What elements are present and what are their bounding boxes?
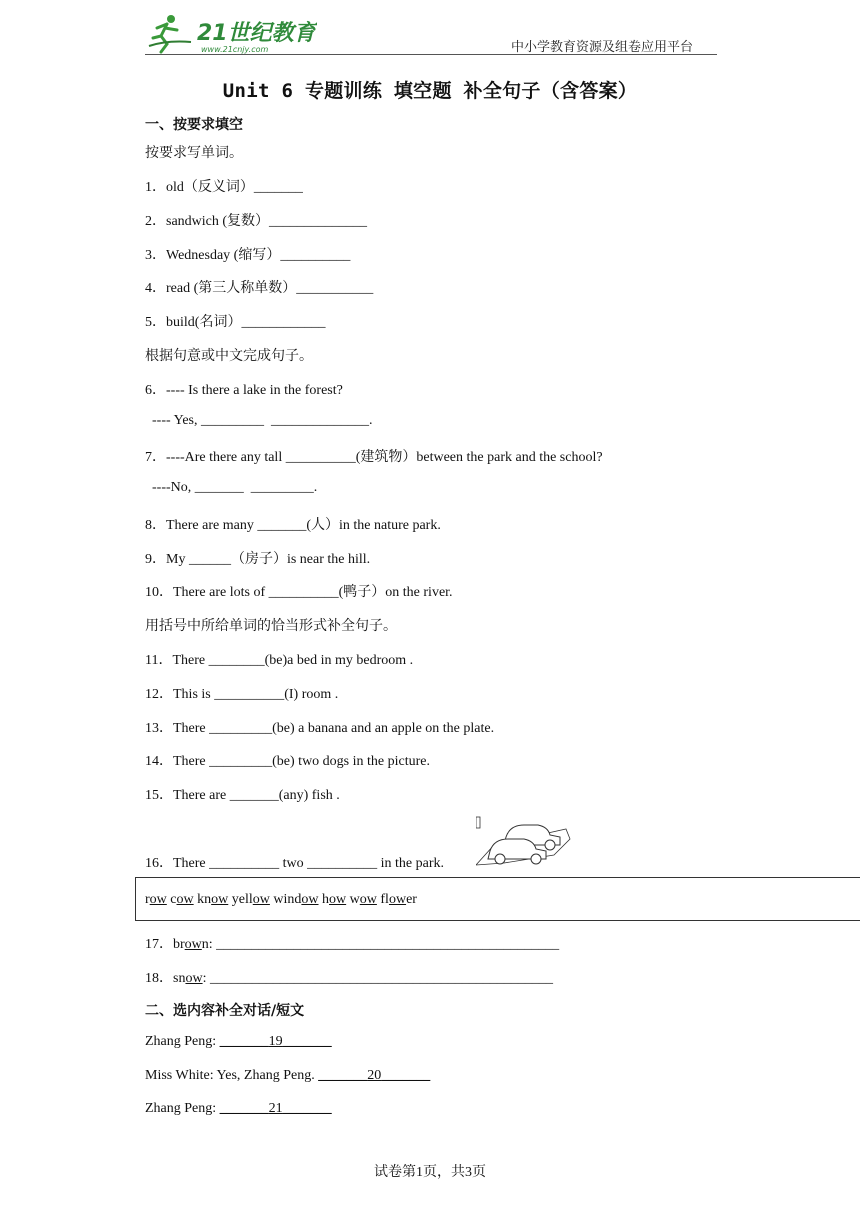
question-4: 4．read (第三人称单数）___________	[145, 281, 374, 296]
question-15: 15．There are _______(any) fish .	[145, 788, 340, 803]
page-header	[145, 10, 715, 56]
cars-picture-icon	[476, 815, 576, 867]
dialogue-line-20: Miss White: Yes, Zhang Peng. _______20_______	[145, 1068, 431, 1083]
question-10: 10．There are lots of __________(鸭子）on the river.	[145, 585, 453, 600]
section-heading-1: 一、按要求填空	[145, 117, 243, 133]
question-7: 7．----Are there any tall __________(建筑物）between the park and the school?	[145, 450, 603, 465]
instruction-2: 根据句意或中文完成句子。	[145, 349, 313, 364]
ow-word: yellow	[231, 892, 270, 907]
ow-word: row	[145, 892, 167, 907]
dialogue-line-19: Zhang Peng: _______19_______	[145, 1034, 332, 1049]
question-11: 11．There ________(be)a bed in my bedroom .	[145, 653, 414, 668]
question-13: 13．There _________(be) a banana and an apple on the plate.	[145, 721, 495, 736]
section-heading-2: 二、选内容补全对话/短文	[145, 1003, 305, 1019]
logo-url: www.21cnjy.com	[201, 45, 269, 54]
question-16: 16．There __________ two __________ in the park.	[145, 856, 445, 871]
question-3: 3．Wednesday (缩写）__________	[145, 248, 351, 263]
ow-word: flower	[380, 892, 417, 907]
instruction-3: 用括号中所给单词的恰当形式补全句子。	[145, 619, 397, 634]
question-12: 12．This is __________(I) room .	[145, 687, 339, 702]
header-platform-text: 中小学教育资源及组卷应用平台	[510, 39, 693, 54]
ow-word: window	[273, 892, 319, 907]
dialogue-line-21: Zhang Peng: _______21_______	[145, 1101, 332, 1116]
question-1: 1．old（反义词）_______	[145, 180, 303, 195]
question-9: 9．My ______（房子）is near the hill.	[145, 552, 371, 567]
ow-word-box	[135, 877, 860, 921]
ow-word: know	[197, 892, 229, 907]
question-5: 5．build(名词）____________	[145, 315, 326, 330]
header-divider	[145, 54, 717, 55]
ow-word-list	[145, 892, 417, 908]
question-17: 17．brown: _________________________________________________	[145, 937, 560, 952]
question-7-answer: ----No, _______ _________.	[152, 480, 318, 495]
question-6: 6．---- Is there a lake in the forest?	[145, 383, 343, 398]
question-2: 2．sandwich (复数）______________	[145, 214, 368, 229]
svg-text:21世纪教育: 21世纪教育	[197, 21, 316, 46]
ow-word: cow	[170, 892, 194, 907]
question-14: 14．There _________(be) two dogs in the picture.	[145, 754, 430, 769]
page-footer: 试卷第1页，共3页	[374, 1165, 486, 1180]
ow-word: wow	[349, 892, 377, 907]
question-6-answer: ---- Yes, _________ ______________.	[152, 413, 373, 428]
logo-icon	[147, 12, 317, 56]
instruction-1: 按要求写单词。	[145, 146, 243, 161]
question-8: 8．There are many _______(人）in the nature park.	[145, 518, 441, 533]
ow-word: how	[322, 892, 347, 907]
page-title: Unit 6 专题训练 填空题 补全句子（含答案）	[222, 80, 638, 102]
question-18: 18．snow: _________________________________________________	[145, 971, 553, 986]
